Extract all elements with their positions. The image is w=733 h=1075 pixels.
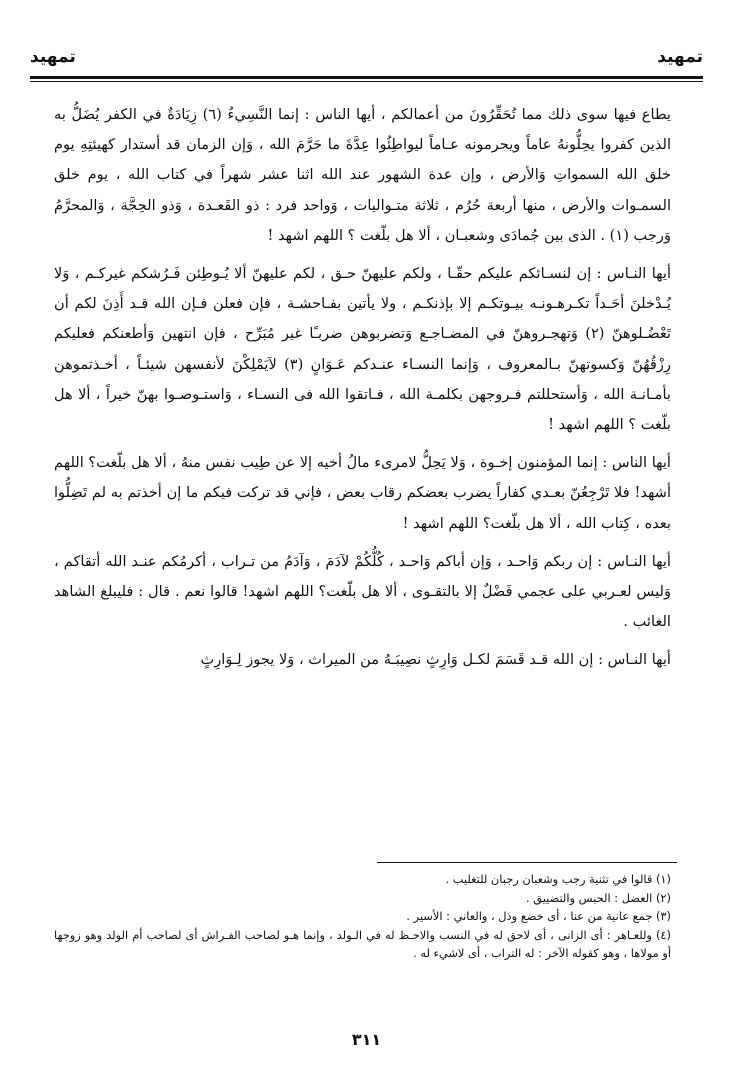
footnote: (٣) جمع عانية من عنا ، أى خضع وذل ، والعاني : الأسير . — [406, 909, 671, 923]
footnote: (١) قالوا في تثنية رجب وشعبان رجبان للتغليب . — [445, 872, 671, 886]
paragraph: أيها النـاس : إن لنسـائكم عليكم حقّـا ، ولكم عليهنّ حـق ، لكم عليهنّ ألا يُـوطِئن فَـرُشكم غيركـم ، وَلا يُـدْخلنَ أحَـداً تكـرهـونـه بيـوتكـم إلا بإذنكـم ، ولا يأتين بفـاحشـة ، فإن فعلن فـإن الله قـد أَذِنَ لكم أن تَعْضُـلوهنّ (٢) وَتهجـروهنّ في المضـاجـع وَتضربوهن ضربـًا غير مُبَرِّح ، فإن انتهين وَأطعنكم فعليكم رِزْقُهُنّ وَكسوتهنّ بـالمعروف ، وَإنما النسـاء عنـدكم عَـوَانٍ (٣) لاَيَمْلِكْنَ لأنفسهن شيئـاً ، أخـذتموهن بأمـانـة الله ، وَأستحللتم فـروجهن بكلمـة الله ، فـاتقوا الله فى النسـاء ، وَاستـوصـوا بهنّ خيراً ، ألا هل بلّغت ؟ اللهم اشهد ! — [54, 265, 671, 434]
footnote-separator — [377, 862, 677, 863]
header-rule — [30, 76, 703, 79]
paragraph: أيها الناس : إنما المؤمنون إخـوة ، وَلا يَحِلُّ لامرىء مالُ أخيه إلا عن طِيب نفس منهُ ، ألا هل بلّغت؟ اللهم أشهد! فلا تَرْجِعُنّ بعـدي كفاراً يضرب بعضكم رقاب بعض ، فإني قد تركت فيكم ما إن أخذتم به لم تَضِلُّوا بعده ، كِتاب الله ، ألا هل بلّغت؟ اللهم اشهد ! — [54, 454, 671, 532]
paragraph: أيها النـاس : إن ربكم وَاحـد ، وَإن أباكم وَاحـد ، كُلُّكُمْ لآدَمَ ، وَآدَمُ من تـراب ، أكرمُكم عنـد الله أتقاكم ، وَليس لعـربي على عجمي فَضْلٌ إلا بالتقـوى ، ألا هل بلّغت؟ اللهم اشهد! قالوا نعم . قال : فليبلغ الشاهد الغائب . — [54, 552, 671, 631]
paragraph: أيها النـاس : إن الله قـد قَسَمَ لكـل وَارِثٍ نصِيبَـهُ من الميراث ، وَلا يجوز لِـوَارِثٍ — [200, 651, 671, 669]
page-number: ٣١١ — [351, 1030, 382, 1049]
header-rule-thin — [30, 81, 703, 82]
body-text — [54, 100, 671, 684]
footnote: (٤) وللعـاهر : أى الزانى ، أى لاحق له في النسب والاحـظ له في الـولد ، وإنما هـو لصاحب الفـراش أى لصاحب أم الولد وهو زوجها أو مولاها ، وهو كقوله الآخر : له التراب ، أى لاشيء له . — [54, 927, 671, 960]
running-header — [30, 42, 703, 72]
paragraph: يطاع فيها سوى ذلك مما تُحَقِّرُونَ من أعمالكم ، أيها الناس : إنما النَّسِيءُ (٦) زِيَادَةٌ في الكفر يُضَلُّ به الذين كفروا يحِلُّونهُ عاماً ويحرمونه عـاماً ليواطِئُوا عِدَّةَ ما حَرَّمَ الله ، وَإن الزمان قد أستدار كهيئتِهِ يوم خلق الله السمواتِ وَالأرض ، وإن عدة الشهور عند الله اثنا عشر شهراً في كتاب الله ، يوم خلق السمـوات والأرض ، منها أربعة حُرُم ، ثلاثة متـواليات ، وَواحد فرد : ذو القَعـدة ، وَذو الحِجَّة ، وَالمحرَّمُ وَرجب (١) . الذى بين جُمادَى وشعبـان ، ألا هل بلّغت ؟ اللهم اشهد ! — [54, 106, 671, 244]
running-title-left: تمهيد — [30, 47, 76, 67]
running-title-right: تمهيد — [657, 47, 703, 67]
footnote: (٢) العضل : الحبس والتضييق . — [526, 890, 671, 905]
footnotes — [54, 870, 671, 963]
